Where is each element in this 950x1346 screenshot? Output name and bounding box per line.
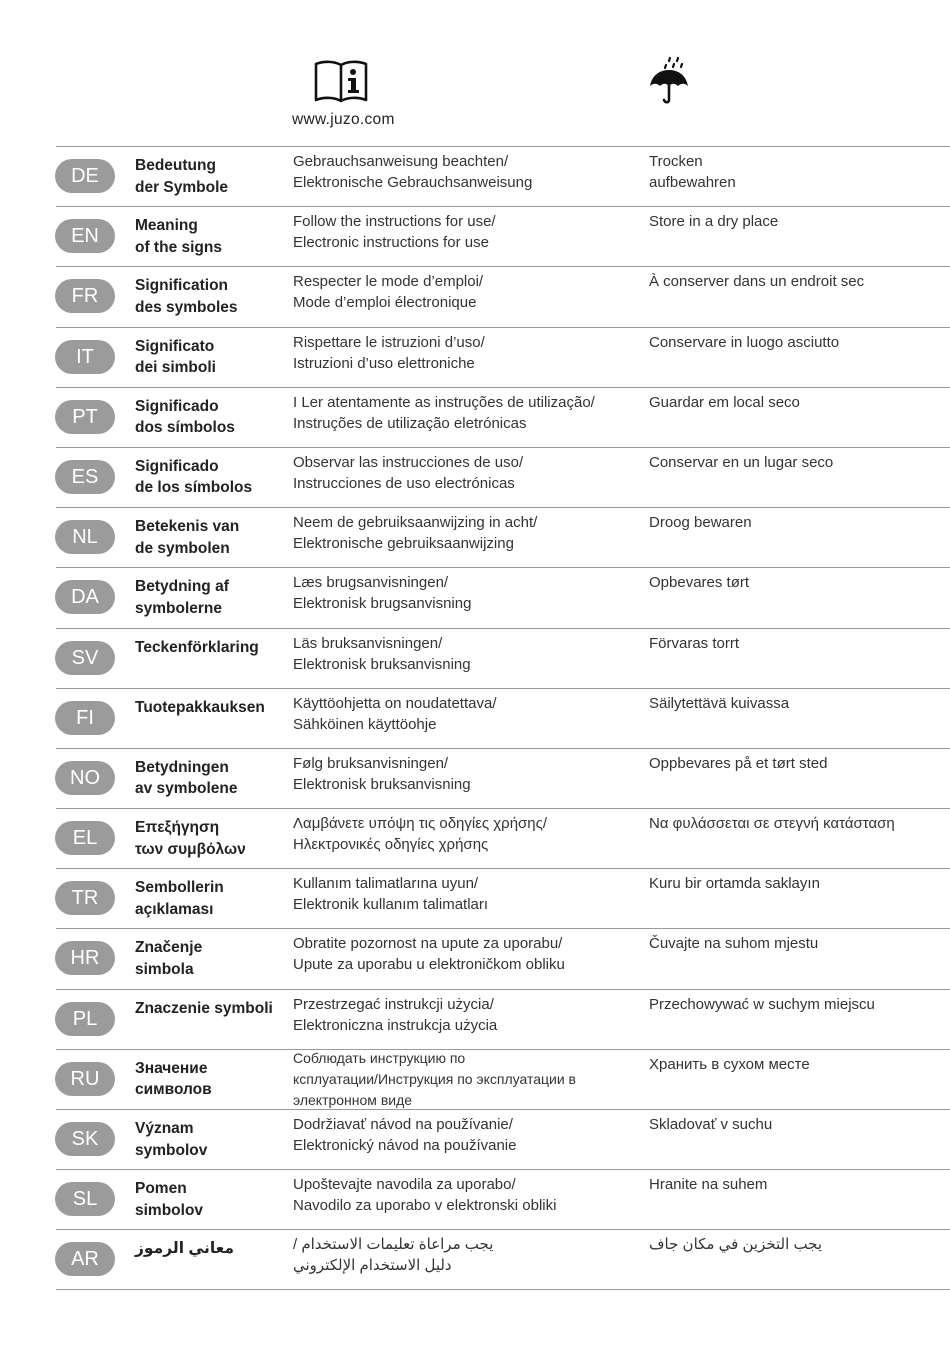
storage-line: يجب التخزين في مكان جاف (649, 1236, 823, 1254)
storage-text (649, 512, 945, 533)
storage-line: Хранить в сухом месте (649, 1055, 810, 1073)
storage-text (649, 572, 945, 593)
row-divider (292, 808, 950, 809)
title-line: of the signs (135, 238, 222, 256)
row-divider (292, 688, 950, 689)
instructions-line: Elektronik kullanım talimatları (293, 896, 489, 914)
instructions-line: Dodržiavať návod na používanie/ (293, 1116, 513, 1133)
title-line: Pomen (135, 1180, 187, 1198)
row-divider (292, 1109, 950, 1110)
row-divider (292, 928, 950, 929)
title-line: Signification (135, 277, 228, 295)
storage-text (649, 1234, 945, 1255)
language-code-badge: ES (55, 460, 115, 494)
title-line: Sembollerin (135, 879, 224, 897)
title-line: символов (135, 1081, 212, 1099)
meaning-of-symbols-title (135, 396, 285, 439)
table-row (0, 808, 950, 868)
row-divider (292, 989, 950, 990)
instructions-line: Elektronische gebruiksaanwijzing (293, 535, 514, 553)
language-code-badge: SV (55, 641, 115, 675)
storage-text (649, 1174, 945, 1195)
title-line: Betekenis van (135, 518, 240, 536)
storage-line: Conservare in luogo asciutto (649, 333, 840, 351)
storage-line: Kuru bir ortamda saklayın (649, 875, 820, 893)
language-code-badge: AR (55, 1242, 115, 1276)
meaning-of-symbols-title (135, 336, 285, 379)
table-row (0, 507, 950, 567)
row-divider (56, 868, 292, 869)
storage-text (649, 452, 945, 473)
storage-text (649, 271, 945, 292)
instructions-text (293, 933, 638, 975)
language-code-badge: PL (55, 1002, 115, 1036)
language-code-badge: PT (55, 400, 115, 434)
table-row (0, 1109, 950, 1169)
table-row (0, 206, 950, 266)
table-row (0, 1049, 950, 1109)
meaning-of-symbols-title (135, 516, 285, 559)
umbrella-rain-icon (648, 56, 690, 106)
meaning-of-symbols-title (135, 817, 285, 860)
row-divider (292, 447, 950, 448)
language-code-badge: DE (55, 159, 115, 193)
row-divider (56, 146, 292, 147)
instructions-text (293, 813, 638, 855)
storage-line: Hranite na suhem (649, 1176, 768, 1194)
storage-text (649, 1114, 945, 1135)
storage-text (649, 813, 945, 834)
title-line: açıklaması (135, 900, 214, 918)
storage-text (649, 211, 945, 232)
storage-line: À conserver dans un endroit sec (649, 273, 865, 291)
instructions-text (293, 512, 638, 554)
storage-line: Opbevares tørt (649, 574, 750, 592)
row-divider (56, 928, 292, 929)
row-divider (292, 266, 950, 267)
title-line: των συμβόλων (135, 840, 246, 858)
storage-line: Čuvajte na suhom mjestu (649, 935, 819, 953)
storage-text (649, 873, 945, 894)
title-line: symbolov (135, 1141, 208, 1159)
instructions-line: Upoštevajte navodila za uporabo/ (293, 1176, 516, 1194)
storage-text (649, 693, 945, 714)
row-divider (56, 748, 292, 749)
title-line: Επεξήγηση (135, 819, 220, 837)
storage-line: Να φυλάσσεται σε στεγνή κατάσταση (649, 815, 895, 833)
instructions-line: Læs brugsanvisningen/ (293, 574, 449, 592)
language-code-badge: SK (55, 1122, 115, 1156)
instructions-line: Electronic instructions for use (293, 234, 489, 252)
language-code-badge: RU (55, 1062, 115, 1096)
storage-line: Store in a dry place (649, 213, 779, 231)
symbol-header (0, 0, 950, 146)
instructions-line: ксплуатации/Инструкция по эксплуатации в (293, 1070, 576, 1087)
table-row (0, 567, 950, 627)
row-divider (56, 447, 292, 448)
row-divider (292, 1229, 950, 1230)
meaning-of-symbols-title (135, 757, 285, 800)
storage-line: Przechowywać w suchym miejscu (649, 995, 875, 1013)
row-divider (56, 1169, 292, 1170)
row-divider (292, 567, 950, 568)
title-line: Znaczenie symboli (135, 999, 273, 1017)
table-row (0, 266, 950, 326)
instructions-line: دليل الاستخدام الإلكتروني (293, 1257, 452, 1275)
meaning-of-symbols-title (135, 1058, 285, 1101)
meaning-of-symbols-title (135, 1238, 285, 1260)
instructions-line: Kullanım talimatlarına uyun/ (293, 875, 479, 893)
language-code-badge: EL (55, 821, 115, 855)
title-line: Meaning (135, 217, 198, 235)
meaning-of-symbols-title (135, 155, 285, 198)
language-code-badge: SL (55, 1182, 115, 1216)
instructions-line: Соблюдать инструкцию по (293, 1049, 466, 1066)
storage-line: Skladovať v suchu (649, 1116, 773, 1133)
instructions-text (293, 271, 638, 313)
instructions-text (293, 452, 638, 494)
storage-line: Förvaras torrt (649, 634, 740, 652)
instructions-text (293, 994, 638, 1036)
title-line: Significado (135, 457, 219, 475)
row-divider (292, 748, 950, 749)
row-divider (56, 628, 292, 629)
row-divider (292, 507, 950, 508)
meaning-of-symbols-title (135, 877, 285, 920)
table-row (0, 327, 950, 387)
instructions-line: Elektronisk brugsanvisning (293, 595, 472, 613)
title-line: simbolov (135, 1201, 204, 1219)
title-line: dei simboli (135, 359, 216, 377)
row-divider (56, 1049, 292, 1050)
title-line: av symbolene (135, 780, 238, 798)
storage-line: Guardar em local seco (649, 393, 800, 411)
language-code-badge: EN (55, 219, 115, 253)
instructions-line: Läs bruksanvisningen/ (293, 634, 443, 652)
row-divider (56, 387, 292, 388)
storage-text (649, 994, 945, 1015)
title-line: des symboles (135, 298, 238, 316)
table-bottom-divider (56, 1289, 950, 1290)
title-line: Význam (135, 1120, 194, 1137)
table-row (0, 1169, 950, 1229)
title-line: Tuotepakkauksen (135, 698, 265, 716)
meaning-of-symbols-title (135, 576, 285, 619)
table-row (0, 928, 950, 988)
instructions-line: Gebrauchsanweisung beachten/ (293, 153, 509, 170)
instructions-line: Instrucciones de uso electrónicas (293, 474, 515, 492)
title-line: symbolerne (135, 599, 223, 617)
title-line: Betydningen (135, 758, 229, 776)
instructions-line: Følg bruksanvisningen/ (293, 754, 449, 772)
instructions-text (293, 633, 638, 675)
instructions-line: Instruções de utilização eletrónicas (293, 414, 527, 432)
meaning-of-symbols-title (135, 215, 285, 258)
title-line: der Symbole (135, 178, 229, 196)
row-divider (292, 1169, 950, 1170)
instructions-line: электронном виде (293, 1091, 413, 1108)
table-row (0, 748, 950, 808)
title-line: Značenje (135, 939, 203, 957)
meaning-of-symbols-title (135, 937, 285, 980)
instructions-text (293, 1114, 638, 1156)
website-url: www.juzo.com (292, 111, 395, 128)
row-divider (292, 206, 950, 207)
instructions-line: Istruzioni d’uso elettroniche (293, 354, 475, 372)
instructions-text (293, 332, 638, 374)
language-code-badge: HR (55, 941, 115, 975)
instructions-text (293, 1234, 638, 1276)
row-divider (56, 206, 292, 207)
storage-text (649, 633, 945, 654)
meaning-of-symbols-title (135, 1178, 285, 1221)
title-line: Teckenförklaring (135, 638, 259, 656)
language-code-badge: IT (55, 340, 115, 374)
instructions-line: Przestrzegać instrukcji użycia/ (293, 995, 494, 1013)
instructions-line: Elektronický návod na používanie (293, 1137, 517, 1154)
instructions-line: Elektronisk bruksanvisning (293, 775, 471, 793)
storage-text (649, 151, 945, 193)
instructions-line: يجب مراعاة تعليمات الاستخدام / (293, 1236, 494, 1254)
instructions-text (293, 873, 638, 915)
row-divider (56, 1109, 292, 1110)
storage-line: Droog bewaren (649, 514, 752, 532)
table-row (0, 989, 950, 1049)
storage-line: aufbewahren (649, 174, 736, 191)
row-divider (56, 989, 292, 990)
instructions-text (293, 392, 638, 434)
instructions-line: Respecter le mode d’emploi/ (293, 273, 484, 291)
instructions-line: Obratite pozornost na upute za uporabu/ (293, 935, 563, 953)
instructions-line: Ηλεκτρονικές οδηγίες χρήσης (293, 836, 489, 854)
row-divider (292, 387, 950, 388)
title-line: de los símbolos (135, 479, 253, 497)
instructions-line: Λαμβάνετε υπόψη τις οδηγίες χρήσης/ (293, 815, 548, 833)
table-row (0, 868, 950, 928)
storage-text (649, 933, 945, 954)
storage-text (649, 392, 945, 413)
row-divider (56, 507, 292, 508)
table-row (0, 1229, 950, 1289)
instructions-line: Follow the instructions for use/ (293, 213, 496, 231)
instructions-line: Upute za uporabu u elektroničkom obliku (293, 956, 565, 974)
language-code-badge: NO (55, 761, 115, 795)
book-info-icon (314, 60, 368, 104)
title-line: Значение (135, 1059, 208, 1077)
title-line: simbola (135, 960, 194, 978)
instructions-text (293, 211, 638, 253)
meaning-of-symbols-title (135, 1118, 285, 1161)
language-code-badge: DA (55, 580, 115, 614)
title-line: Significado (135, 397, 219, 415)
table-row (0, 688, 950, 748)
language-code-badge: FR (55, 279, 115, 313)
instructions-line: Neem de gebruiksaanwijzing in acht/ (293, 514, 538, 532)
row-divider (292, 868, 950, 869)
instructions-line: Elektroniczna instrukcja użycia (293, 1016, 498, 1034)
table-row (0, 628, 950, 688)
storage-text (649, 1054, 945, 1075)
storage-line: Trocken (649, 153, 703, 170)
storage-line: Conservar en un lugar seco (649, 453, 834, 471)
instructions-line: Rispettare le istruzioni d’uso/ (293, 333, 485, 351)
storage-line: Säilytettävä kuivassa (649, 694, 790, 712)
title-line: معاني الرموز (135, 1240, 234, 1258)
row-divider (56, 327, 292, 328)
meaning-of-symbols-title (135, 637, 285, 659)
title-line: Bedeutung (135, 157, 216, 174)
meaning-of-symbols-title (135, 456, 285, 499)
row-divider (56, 266, 292, 267)
row-divider (292, 628, 950, 629)
meaning-of-symbols-title (135, 998, 285, 1020)
table-row (0, 146, 950, 206)
instructions-line: Navodilo za uporabo v elektronski obliki (293, 1197, 557, 1215)
instructions-text (293, 1048, 638, 1111)
row-divider (56, 567, 292, 568)
title-line: de symbolen (135, 539, 230, 557)
meaning-of-symbols-title (135, 275, 285, 318)
storage-text (649, 332, 945, 353)
title-line: Betydning af (135, 578, 229, 596)
storage-text (649, 753, 945, 774)
row-divider (56, 688, 292, 689)
storage-line: Oppbevares på et tørt sted (649, 754, 828, 772)
title-line: Significato (135, 337, 215, 355)
meaning-of-symbols-title (135, 697, 285, 719)
row-divider (292, 146, 950, 147)
symbol-table (0, 146, 950, 1290)
instructions-line: Observar las instrucciones de uso/ (293, 453, 524, 471)
row-divider (56, 808, 292, 809)
table-row (0, 447, 950, 507)
instructions-line: Sähköinen käyttöohje (293, 715, 437, 733)
title-line: dos símbolos (135, 419, 235, 437)
table-row (0, 387, 950, 447)
instructions-line: Elektronische Gebrauchsanweisung (293, 174, 533, 191)
language-code-badge: TR (55, 881, 115, 915)
instructions-text (293, 151, 638, 193)
row-divider (292, 327, 950, 328)
instructions-text (293, 693, 638, 735)
instructions-line: Käyttöohjetta on noudatettava/ (293, 694, 497, 712)
instructions-text (293, 1174, 638, 1216)
instructions-text (293, 572, 638, 614)
instructions-line: Elektronisk bruksanvisning (293, 655, 471, 673)
language-code-badge: NL (55, 520, 115, 554)
instructions-line: I Ler atentamente as instruções de utilização/ (293, 393, 595, 411)
language-code-badge: FI (55, 701, 115, 735)
instructions-line: Mode d’emploi électronique (293, 294, 477, 312)
row-divider (56, 1229, 292, 1230)
instructions-text (293, 753, 638, 795)
